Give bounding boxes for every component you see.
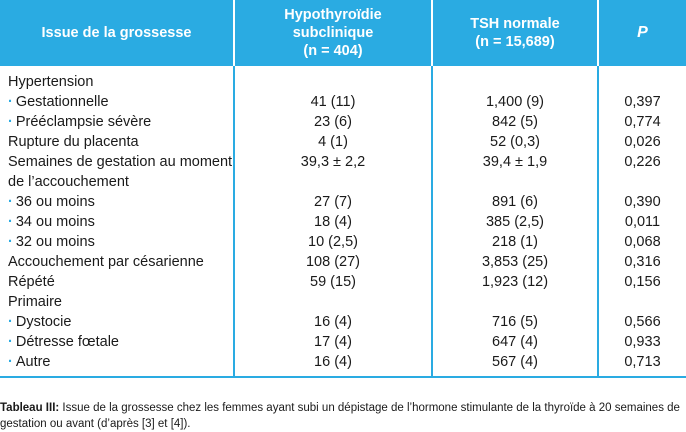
table-row — [0, 292, 686, 312]
normal-tsh-value: 842 (5) — [432, 112, 598, 132]
normal-tsh-value: 716 (5) — [432, 312, 598, 332]
bullet-dot-icon: · — [8, 214, 13, 230]
row-label — [0, 112, 234, 132]
normal-tsh-value: 3,853 (25) — [432, 252, 598, 272]
subclinical-value: 18 (4) — [234, 212, 432, 232]
normal-tsh-value — [432, 66, 598, 92]
table-row — [0, 112, 686, 132]
row-label-text: Dystocie — [15, 314, 72, 330]
p-value: 0,316 — [598, 252, 686, 272]
bullet-dot-icon: · — [8, 194, 13, 210]
subclinical-value: 10 (2,5) — [234, 232, 432, 252]
row-label: Accouchement par césarienne — [8, 254, 204, 270]
row-label — [0, 332, 234, 352]
p-value: 0,011 — [598, 212, 686, 232]
p-value: 0,774 — [598, 112, 686, 132]
row-label-text: 32 ou moins — [15, 234, 95, 250]
normal-tsh-value: 39,4 ± 1,9 — [432, 152, 598, 192]
subclinical-value — [234, 292, 432, 312]
subclinical-value: 23 (6) — [234, 112, 432, 132]
p-value: 0,226 — [598, 152, 686, 192]
header-subclinical-n: (n = 404) — [303, 43, 363, 59]
row-label-text: Autre — [15, 354, 51, 370]
subclinical-value: 16 (4) — [234, 352, 432, 377]
subclinical-value: 4 (1) — [234, 132, 432, 152]
normal-tsh-value: 1,400 (9) — [432, 92, 598, 112]
row-label — [0, 92, 234, 112]
p-value — [598, 292, 686, 312]
table-caption — [0, 400, 686, 432]
row-label-text: Détresse fœtale — [15, 334, 119, 350]
header-p-value: P — [598, 0, 686, 66]
normal-tsh-value: 52 (0,3) — [432, 132, 598, 152]
table-row — [0, 312, 686, 332]
bullet-dot-icon: · — [8, 234, 13, 250]
normal-tsh-value: 647 (4) — [432, 332, 598, 352]
table-row — [0, 272, 686, 292]
row-label-text: Gestationnelle — [15, 94, 109, 110]
row-label: Rupture du placenta — [8, 134, 139, 150]
normal-tsh-value: 218 (1) — [432, 232, 598, 252]
header-normal-tsh — [432, 0, 598, 66]
subclinical-value: 108 (27) — [234, 252, 432, 272]
header-subclinical-line1: Hypothyroïdie — [284, 7, 382, 23]
row-label-line1: Semaines de gestation au moment — [8, 154, 233, 170]
header-subclinical-hypothyroidism — [234, 0, 432, 66]
p-value: 0,156 — [598, 272, 686, 292]
table-row — [0, 92, 686, 112]
table-row — [0, 212, 686, 232]
subclinical-value: 59 (15) — [234, 272, 432, 292]
table-row — [0, 66, 686, 92]
table-header — [0, 0, 686, 66]
subclinical-value: 41 (11) — [234, 92, 432, 112]
table-row — [0, 192, 686, 212]
subclinical-value — [234, 66, 432, 92]
row-label — [0, 312, 234, 332]
normal-tsh-value: 567 (4) — [432, 352, 598, 377]
row-label: Répété — [8, 274, 55, 290]
normal-tsh-value — [432, 292, 598, 312]
row-label — [0, 232, 234, 252]
table-row — [0, 252, 686, 272]
row-label — [0, 192, 234, 212]
header-subclinical-line2: subclinique — [292, 25, 374, 41]
p-value: 0,566 — [598, 312, 686, 332]
p-value: 0,390 — [598, 192, 686, 212]
row-label — [0, 212, 234, 232]
row-label-text: 34 ou moins — [15, 214, 95, 230]
bullet-dot-icon: · — [8, 114, 13, 130]
bullet-dot-icon: · — [8, 334, 13, 350]
table-row — [0, 152, 686, 192]
p-value: 0,397 — [598, 92, 686, 112]
subclinical-value: 27 (7) — [234, 192, 432, 212]
p-value: 0,026 — [598, 132, 686, 152]
caption-title: Tableau III: — [0, 402, 60, 414]
row-label-text: Prééclampsie sévère — [15, 114, 152, 130]
table-row — [0, 332, 686, 352]
normal-tsh-value: 891 (6) — [432, 192, 598, 212]
normal-tsh-value: 1,923 (12) — [432, 272, 598, 292]
p-value: 0,713 — [598, 352, 686, 377]
table-row — [0, 232, 686, 252]
bullet-dot-icon: · — [8, 94, 13, 110]
row-label: Primaire — [8, 294, 62, 310]
row-label: Hypertension — [8, 74, 94, 90]
row-label — [0, 152, 234, 192]
table-body — [0, 66, 686, 377]
header-outcome: Issue de la grossesse — [0, 0, 234, 66]
bullet-dot-icon: · — [8, 354, 13, 370]
row-label-line2: de l’accouchement — [8, 174, 129, 190]
table-row — [0, 132, 686, 152]
p-value: 0,068 — [598, 232, 686, 252]
row-label-text: 36 ou moins — [15, 194, 95, 210]
caption-text: Issue de la grossesse chez les femmes ayant subi un dépistage de l’hormone stimulante de la thyroïde à 20 semaines de gestation ou avant (d’après [3] et [4]). — [0, 402, 680, 430]
row-label — [0, 352, 234, 377]
p-value — [598, 66, 686, 92]
p-value: 0,933 — [598, 332, 686, 352]
subclinical-value: 17 (4) — [234, 332, 432, 352]
subclinical-value: 39,3 ± 2,2 — [234, 152, 432, 192]
header-normal-tsh-n: (n = 15,689) — [475, 34, 555, 50]
table-row — [0, 352, 686, 377]
subclinical-value: 16 (4) — [234, 312, 432, 332]
bullet-dot-icon: · — [8, 314, 13, 330]
normal-tsh-value: 385 (2,5) — [432, 212, 598, 232]
header-normal-tsh-line1: TSH normale — [470, 16, 560, 32]
